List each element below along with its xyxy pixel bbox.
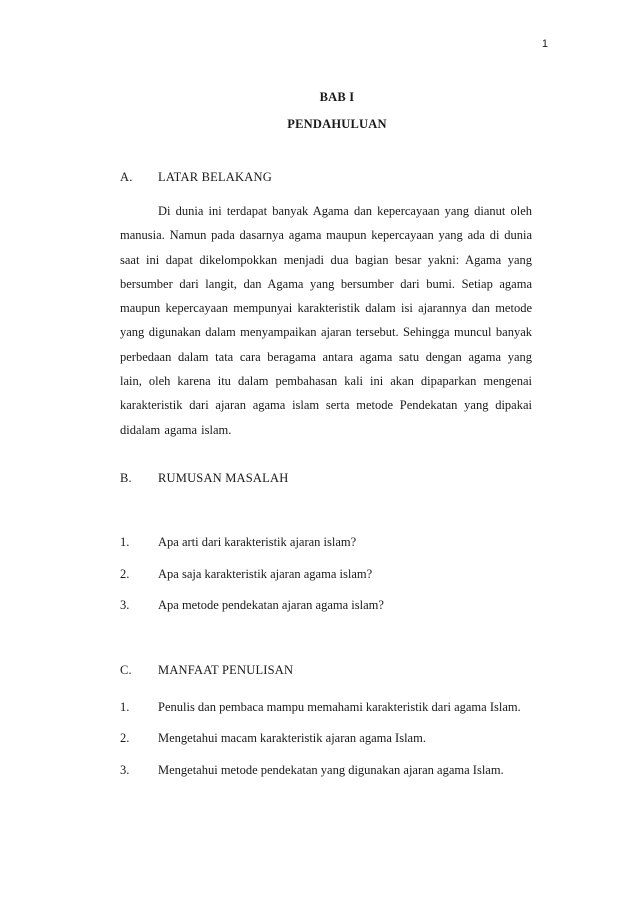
section-c-heading: [120, 663, 293, 678]
section-a-title: LATAR BELAKANG: [158, 170, 272, 184]
chapter-title: PENDAHULUAN: [287, 117, 387, 131]
list-item: [120, 763, 504, 778]
list-item-number: 3.: [120, 598, 130, 612]
chapter-number: BAB I: [319, 90, 355, 104]
section-a-paragraph: Di dunia ini terdapat banyak Agama dan kepercayaan yang dianut oleh manusia. Namun pada dasarnya agama maupun kepercayaan yang ada di dunia saat ini dapat dikelompokkan menjadi dua bagian besar yakni: Agama yang bersumber dari langit, dan Agama yang bersumber dari bumi. Setiap agama maupun kepercayaan mempunyai karakteristik dalam isi ajarannya dan metode yang digunakan dalam menyampaikan ajaran tersebut. Sehingga muncul banyak perbedaan dalam tata cara beragama antara agama satu dengan agama yang lain, oleh karena itu dalam pembahasan kali ini akan dipaparkan mengenai karakteristik dari ajaran agama islam serta metode Pendekatan yang dipakai didalam agama islam.: [120, 204, 532, 437]
section-a-letter: A.: [120, 170, 133, 184]
section-b-heading: [120, 471, 288, 486]
list-item-number: 2.: [120, 567, 130, 581]
list-item-text: Apa arti dari karakteristik ajaran islam?: [158, 535, 357, 549]
section-a-heading: [120, 170, 272, 185]
page-number: 1: [541, 38, 548, 50]
list-item: [120, 535, 356, 550]
list-item: [120, 567, 372, 582]
list-item-number: 2.: [120, 731, 130, 745]
list-item-number: 1.: [120, 700, 130, 714]
list-item: [120, 700, 521, 715]
list-item-number: 1.: [120, 535, 130, 549]
list-item: [120, 731, 426, 746]
list-item-number: 3.: [120, 763, 130, 777]
section-c-title: MANFAAT PENULISAN: [158, 663, 294, 677]
list-item-text: Apa metode pendekatan ajaran agama islam?: [158, 598, 384, 612]
section-c-letter: C.: [120, 663, 132, 677]
section-b-letter: B.: [120, 471, 132, 485]
list-item: [120, 598, 384, 613]
list-item-text: Mengetahui metode pendekatan yang digunakan ajaran agama Islam.: [158, 763, 504, 777]
list-item-text: Mengetahui macam karakteristik ajaran agama Islam.: [158, 731, 426, 745]
list-item-text: Penulis dan pembaca mampu memahami karakteristik dari agama Islam.: [158, 700, 521, 714]
list-item-text: Apa saja karakteristik ajaran agama islam?: [158, 567, 373, 581]
section-b-title: RUMUSAN MASALAH: [158, 471, 289, 485]
